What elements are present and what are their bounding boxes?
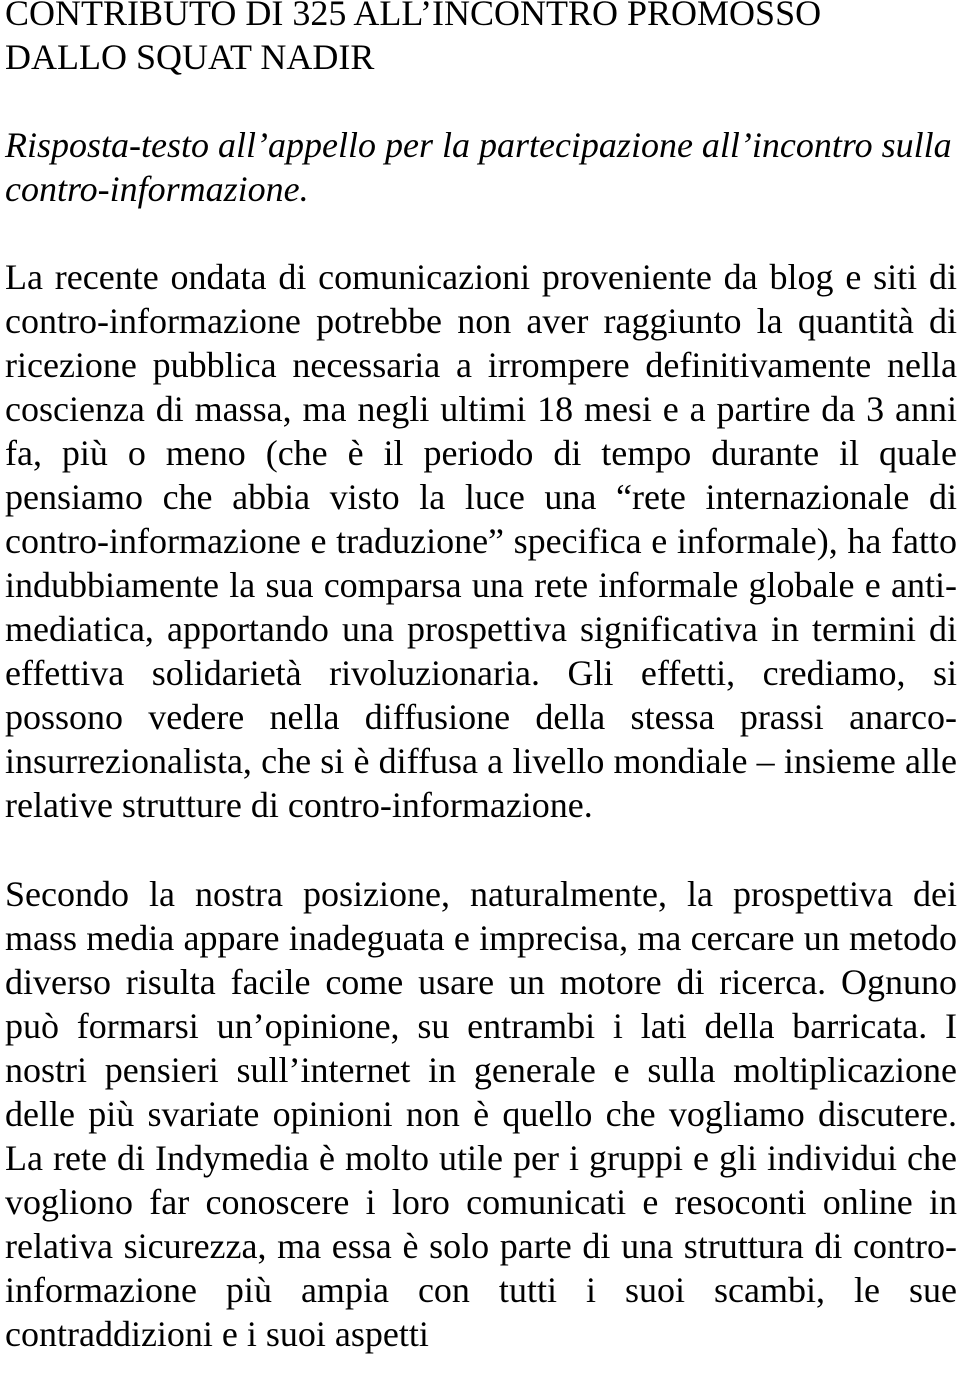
document-title xyxy=(5,0,957,79)
document-subtitle: Risposta-testo all’appello per la partecipazione all’incontro sulla contro-informazione. xyxy=(5,125,952,209)
paragraph-2: Secondo la nostra posizione, naturalmente, la prospettiva dei mass media appare inadeguata e imprecisa, ma cercare un metodo diverso risulta facile come usare un motore di ricerca. Ognuno può formarsi un’opinione, su entrambi i lati della barricata. I nostri pensieri sull’internet in generale e sulla moltiplicazione delle più svariate opinioni non è quello che vogliamo discutere. La rete di Indymedia è molto utile per i gruppi e gli individui che vogliono far conoscere i loro comunicati e resoconti online in relativa sicurezza, ma essa è solo parte di una struttura di contro-informazione più ampia con tutti i suoi scambi, le sue contraddizioni e i suoi aspetti xyxy=(5,874,957,1354)
document-title-line-2: DALLO SQUAT NADIR xyxy=(5,37,375,77)
paragraph-1: La recente ondata di comunicazioni proveniente da blog e siti di contro-informazione potrebbe non aver raggiunto la quantità di ricezione pubblica necessaria a irrompere definitivamente nella coscienza di massa, ma negli ultimi 18 mesi e a partire da 3 anni fa, più o meno (che è il periodo di tempo durante il quale pensiamo che abbia visto la luce una “rete internazionale di contro-informazione e traduzione” specifica e informale), ha fatto indubbiamente la sua comparsa una rete informale globale e anti-mediatica, apportando una prospettiva significativa in termini di effettiva solidarietà rivoluzionaria. Gli effetti, crediamo, si possono vedere nella diffusione della stessa prassi anarco-insurrezionalista, che si è diffusa a livello mondiale – insieme alle relative strutture di contro-informazione. xyxy=(5,257,957,825)
document-title-line-1: CONTRIBUTO DI 325 ALL’INCONTRO PROMOSSO xyxy=(5,0,822,33)
document-page xyxy=(5,0,957,1356)
